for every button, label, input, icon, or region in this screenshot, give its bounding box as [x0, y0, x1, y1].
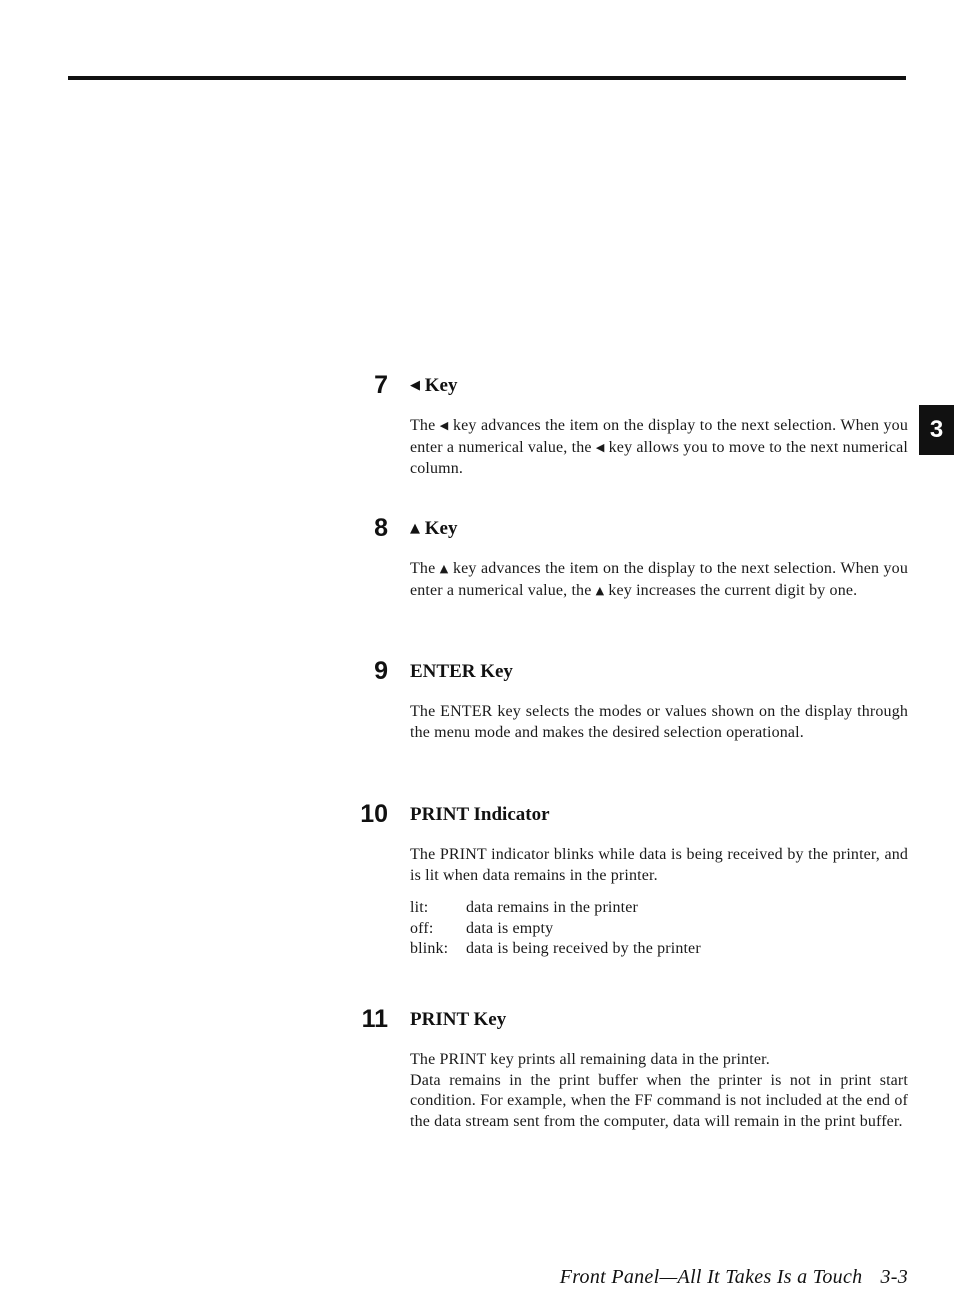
section-heading [340, 513, 910, 545]
chapter-tab: 3 [919, 405, 954, 455]
list-item [410, 939, 910, 960]
status-description: data is being received by the printer [466, 940, 701, 958]
section-body: The PRINT key prints all remaining data in the printer. [410, 1051, 770, 1068]
section-title: ENTER Key [410, 661, 513, 682]
section-title: ◀ Key [410, 375, 458, 396]
section-number: 11 [361, 1005, 388, 1033]
section-title: PRINT Indicator [410, 804, 550, 825]
page-number: 3-3 [880, 1266, 908, 1288]
section-number: 7 [374, 371, 388, 399]
list-item [410, 898, 910, 919]
list-item [410, 919, 910, 940]
section-heading [340, 656, 910, 688]
section-body: The PRINT indicator blinks while data is being received by the printer, and is lit when data remains in the printer. [410, 846, 908, 884]
section-body: Data remains in the print buffer when the printer is not in print start condition. For example, when the FF command is not included at the end of the data stream sent from the computer, data will remain in the print buffer. [410, 1071, 908, 1130]
left-arrow-icon: ◀ [439, 419, 449, 432]
page-footer [560, 1264, 908, 1290]
section-print-indicator [340, 799, 910, 960]
status-description: data remains in the printer [466, 899, 638, 917]
status-description: data is empty [466, 919, 554, 937]
section-left-key [340, 370, 910, 480]
section-up-key [340, 513, 910, 602]
section-body: The ◀ key advances the item on the display to the next selection. When you enter a numerical value, the ◀ key allows you to move to the next numerical column. [410, 417, 908, 478]
section-title: PRINT Key [410, 1009, 507, 1030]
status-term: off: [410, 919, 434, 937]
left-arrow-icon: ◀ [410, 378, 420, 393]
section-title: ▲ Key [410, 518, 458, 539]
section-enter-key [340, 656, 910, 743]
left-arrow-icon: ◀ [595, 440, 605, 454]
section-heading [340, 370, 910, 402]
section-body: The ENTER key selects the modes or values shown on the display through the menu mode and makes the desired selection operational. [410, 703, 908, 741]
section-print-key [340, 1004, 910, 1132]
section-heading [340, 1004, 910, 1036]
section-number: 10 [360, 800, 388, 828]
up-arrow-icon: ▲ [439, 562, 449, 575]
footer-title: Front Panel—All It Takes Is a Touch [559, 1266, 863, 1288]
status-term: blink: [410, 940, 449, 958]
section-number: 9 [374, 657, 388, 685]
top-rule [68, 76, 906, 80]
indicator-status-list [410, 898, 910, 960]
section-body: The ▲ key advances the item on the display to the next selection. When you enter a numerical value, the ▲ key increases the current digit by one. [410, 560, 908, 599]
status-term: lit: [410, 899, 429, 917]
up-arrow-icon: ▲ [410, 521, 420, 536]
up-arrow-icon: ▲ [595, 583, 605, 597]
section-heading [340, 799, 910, 831]
section-number: 8 [374, 514, 388, 542]
